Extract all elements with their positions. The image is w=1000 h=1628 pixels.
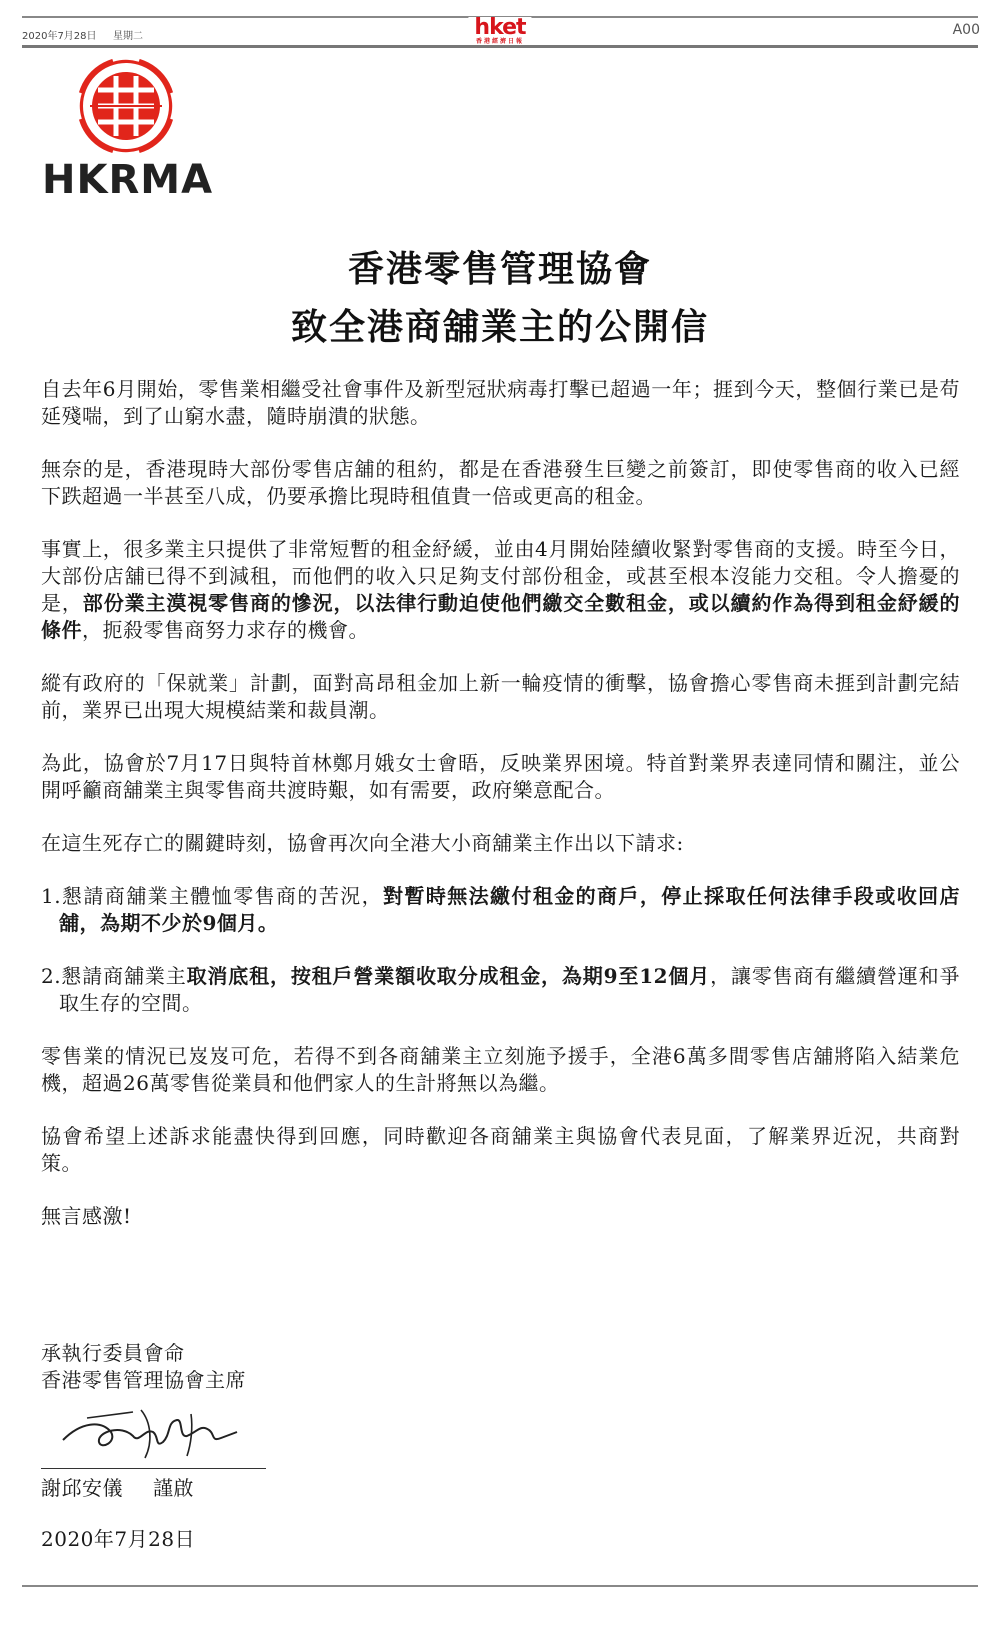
paragraph-3-text-b: ，扼殺零售商努力求存的機會。 [82,618,369,642]
letter-body [41,376,960,1256]
signatory-closing: 謹啟 [153,1476,194,1500]
signature-rule [41,1468,266,1469]
signature-line-2: 香港零售管理協會主席 [41,1368,246,1392]
letter-title [0,240,1000,356]
paragraph-3-bold: 部份業主漠視零售商的慘況，以法律行動迫使他們繳交全數租金，或以續約作為得到租金紓緩的條件 [41,591,961,642]
request-2 [41,963,960,1017]
request-2-bold: 取消底租，按租戶營業額收取分成租金，為期9至12個月 [186,964,711,988]
paragraph-8: 協會希望上述訴求能盡快得到回應，同時歡迎各商舖業主與協會代表見面，了解業界近況，共商對策。 [41,1124,960,1175]
hkrma-logo-text: HKRMA [42,157,214,203]
request-1 [41,883,960,937]
paragraph-3-text-a: 事實上，很多業主只提供了非常短暫的租金紓緩，並由4月開始陸續收緊對零售商的支援。時至今日，大部份店舖已得不到減租，而他們的收入只足夠支付部份租金，或甚至根本沒能力交租。令人擔憂的是， [41,537,960,615]
hkrma-emblem-icon [76,56,176,156]
paragraph-7: 零售業的情況已岌岌可危，若得不到各商舖業主立刻施予援手，全港6萬多間零售店舖將陷入結業危機，超過26萬零售從業員和他們家人的生計將無以為繼。 [41,1044,960,1095]
paragraph-4: 縱有政府的「保就業」計劃，面對高昂租金加上新一輪疫情的衝擊，協會擔心零售商未捱到計劃完結前，業界已出現大規模結業和裁員潮。 [41,671,960,722]
request-1-text: 1.懇請商舖業主體恤零售商的苦況， [41,884,384,908]
paragraph-2: 無奈的是，香港現時大部份零售店舖的租約，都是在香港發生巨變之前簽訂，即使零售商的收入已經下跌超過一半甚至八成，仍要承擔比現時租值貴一倍或更高的租金。 [41,457,960,508]
signatory-name: 謝邱安儀 [41,1476,123,1500]
paragraph-5: 為此，協會於7月17日與特首林鄭月娥女士會晤，反映業界困境。特首對業界表達同情和關注，並公開呼籲商舖業主與零售商共渡時艱，如有需要，政府樂意配合。 [41,751,960,802]
request-2-text-b: ，讓零售商有繼續營運和爭取生存的空間。 [59,964,961,1015]
paragraph-3 [41,536,960,644]
signature-block [41,1340,266,1553]
letter-date: 2020年7月28日 [41,1527,196,1551]
header-date: 2020年7月28日 [22,31,97,42]
footer-rule [22,1585,978,1587]
title-line-2: 致全港商舖業主的公開信 [290,306,709,348]
title-line-1: 香港零售管理協會 [347,248,652,290]
header-weekday: 星期二 [113,31,143,42]
hket-logo-subtext: 香港經濟日報 [475,38,525,45]
handwritten-signature-icon [41,1402,266,1462]
request-2-text-a: 2.懇請商舖業主 [41,964,187,988]
hkrma-logo [42,56,222,203]
header-bottom-rule [22,45,978,48]
signature-line-1: 承執行委員會命 [41,1341,185,1365]
hket-logo [468,17,531,45]
hket-logo-text: hket [474,15,526,40]
page-number: A00 [952,22,980,38]
paragraph-6: 在這生死存亡的關鍵時刻，協會再次向全港大小商舖業主作出以下請求: [41,831,684,855]
paragraph-9: 無言感激! [41,1204,132,1228]
request-1-bold: 對暫時無法繳付租金的商戶，停止採取任何法律手段或收回店舖，為期不少於9個月。 [59,884,960,935]
signatory-line [41,1475,266,1502]
paragraph-1: 自去年6月開始，零售業相繼受社會事件及新型冠狀病毒打擊已超過一年；捱到今天，整個行業已是苟延殘喘，到了山窮水盡，隨時崩潰的狀態。 [41,377,960,428]
